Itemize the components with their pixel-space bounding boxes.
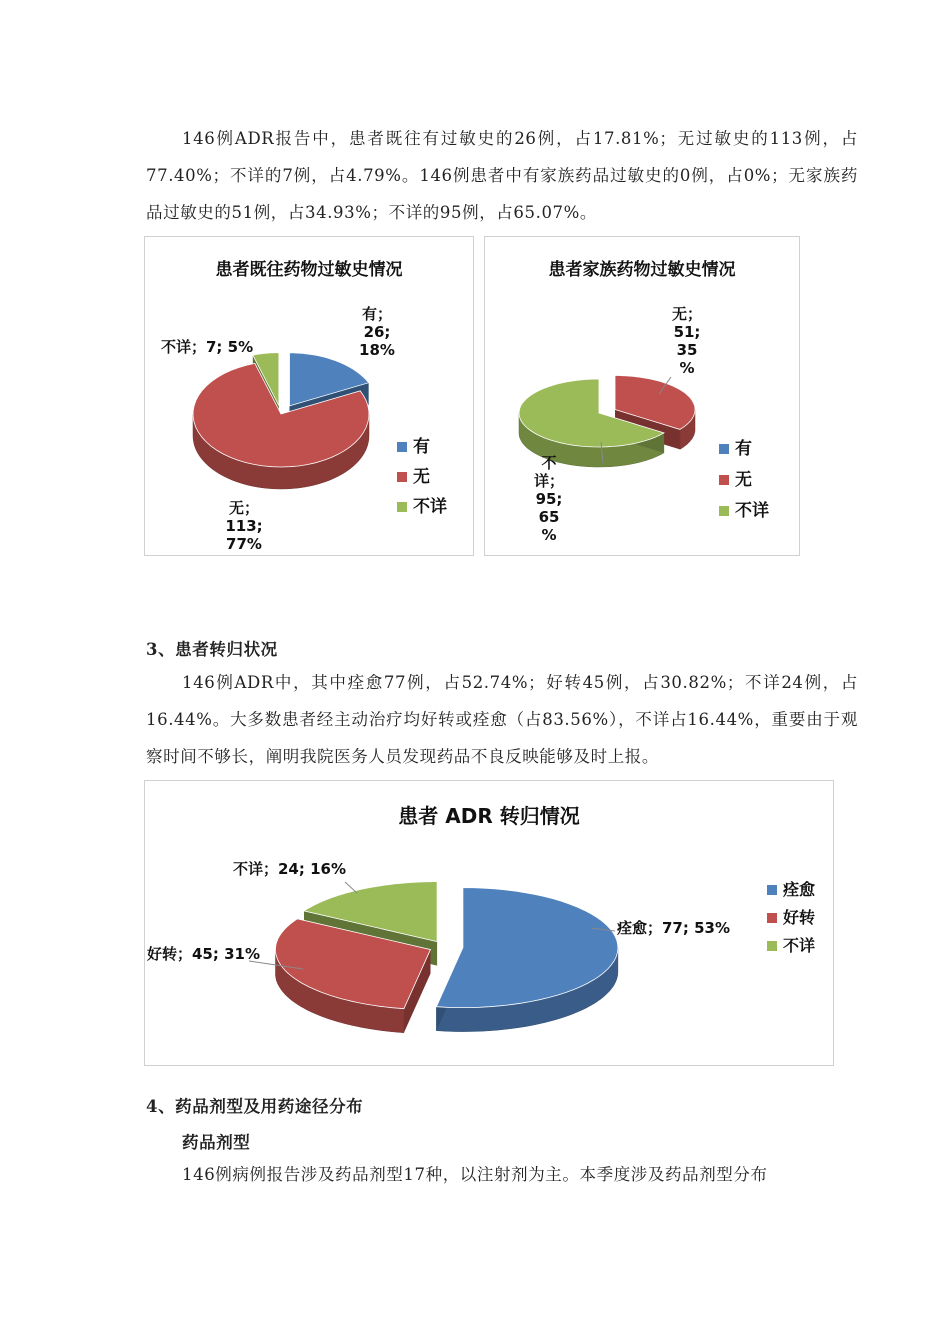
- chart-title: 患者 ADR 转归情况: [398, 804, 580, 828]
- legend-swatch-slice-family-unknown: [719, 506, 729, 516]
- legend-swatch-slice-outcome-cured: [767, 885, 777, 895]
- data-label-slice-outcome-unknown: 不详；24; 16%: [233, 860, 346, 878]
- legend-swatch-slice-allergy-no: [397, 472, 407, 482]
- slice-outcome-cured: [436, 888, 618, 1032]
- pie-chart-outcome: [145, 781, 833, 1065]
- chart-title: 患者既往药物过敏史情况: [215, 260, 403, 280]
- chart-title: 患者家族药物过敏史情况: [548, 260, 736, 280]
- chart-outcome: [144, 780, 834, 1066]
- legend-label-slice-outcome-improved: 好转: [783, 908, 816, 927]
- legend-swatch-slice-allergy-yes: [397, 442, 407, 452]
- data-label-slice-family-no: 无； 51; 35 %: [671, 305, 703, 377]
- pie-chart-allergy-history: [145, 237, 473, 555]
- legend-swatch-slice-outcome-improved: [767, 913, 777, 923]
- legend-label-slice-outcome-unknown: 不详: [783, 936, 816, 955]
- legend-swatch-slice-family-no: [719, 475, 729, 485]
- paragraph-dosage-form: 146例病例报告涉及药品剂型17种，以注射剂为主。本季度涉及药品剂型分布: [182, 1165, 768, 1184]
- section-heading-dosage: 4、药品剂型及用药途径分布: [146, 1097, 364, 1116]
- legend-label-slice-allergy-unknown: 不详: [413, 497, 447, 517]
- chart-allergy-history: [144, 236, 474, 556]
- legend-label-slice-allergy-yes: 有: [413, 437, 430, 457]
- data-label-slice-family-unknown: 不详； 95; 65 %: [533, 454, 565, 544]
- data-label-slice-outcome-cured: 痊愈；77; 53%: [617, 919, 730, 937]
- data-label-slice-outcome-improved: 好转；45; 31%: [147, 945, 260, 963]
- legend-swatch-slice-outcome-unknown: [767, 941, 777, 951]
- data-label-slice-allergy-unknown: 不详；7; 5%: [161, 338, 254, 356]
- legend-swatch-slice-allergy-unknown: [397, 502, 407, 512]
- paragraph-allergy-history: 146例ADR报告中，患者既往有过敏史的26例，占17.81%；无过敏史的113例，占77.40%；不详的7例，占4.79%。146例患者中有家族药品过敏史的0例，占0%；无家族药品过敏史的51例，占34.93%；不详的95例，占65.07%。: [146, 129, 858, 222]
- pie-chart-family-allergy: [485, 237, 799, 555]
- legend-label-slice-family-no: 无: [735, 470, 752, 490]
- legend-swatch-slice-family-yes: [719, 444, 729, 454]
- chart-family-allergy: [484, 236, 800, 556]
- section-heading-outcome: 3、患者转归状况: [146, 640, 278, 659]
- data-label-slice-allergy-no: 无； 113; 77%: [225, 499, 263, 553]
- paragraph-outcome: 146例ADR中，其中痊愈77例，占52.74%；好转45例，占30.82%；不详24例，占16.44%。大多数患者经主动治疗均好转或痊愈（占83.56%），不详占16.44%，重要由于观察时间不够长，阐明我院医务人员发现药品不良反映能够及时上报。: [146, 673, 858, 766]
- data-label-slice-allergy-yes: 有； 26; 18%: [359, 305, 395, 359]
- legend-label-slice-outcome-cured: 痊愈: [783, 880, 816, 899]
- legend-label-slice-family-unknown: 不详: [735, 501, 769, 521]
- subheading-dosage-form: 药品剂型: [182, 1133, 251, 1152]
- legend-label-slice-allergy-no: 无: [413, 467, 430, 487]
- legend-label-slice-family-yes: 有: [735, 439, 752, 459]
